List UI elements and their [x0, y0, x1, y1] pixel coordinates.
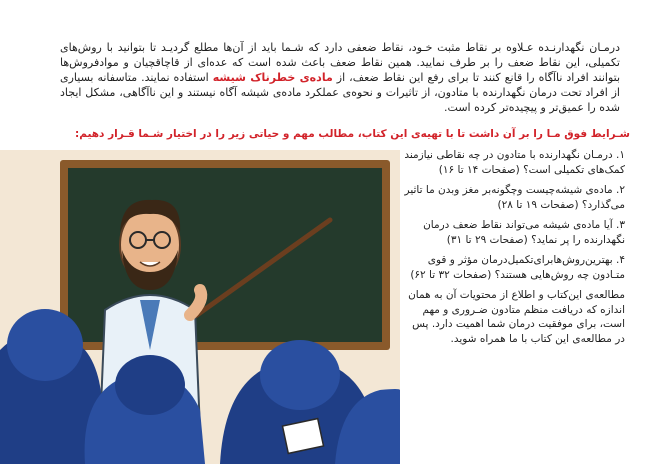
highlight-dangerous-substance: ماده‌ی خطرناک شیشه: [212, 71, 333, 84]
list-item: ۳. آیا ماده‌ی شیشه می‌تواند نقاط ضعف درمان نگهدارنده را پر نماید؟ (صفحات ۲۹ تا ۳۱): [423, 219, 625, 246]
list-item: ۲. ماده‌ی شیشه‌چیست وچگونه‌بر مغز وبدن ما تاثیر می‌گذارد؟ (صفحات ۱۹ تا ۲۸): [404, 184, 625, 211]
list-item: ۴. بهترین‌روش‌هابرای‌تکمیل‌درمان مؤثر و قوی متـادون چه روش‌هایی هستند؟ (صفحات ۳۲ تا ۶۲): [410, 254, 625, 281]
list-item: ۱. درمـان نگهدارنده با متادون در چه نقاطی نیازمند کمک‌های تکمیلی است؟ (صفحات ۱۴ تا ۱۶): [404, 149, 625, 176]
section-heading: شـرایط فوق مـا را بر آن داشت تا با تهیه‌ی این کتاب، مطالب مهم و حیاتی زیر را در اختیار شـما قـرار دهیم:: [75, 128, 630, 140]
classroom-illustration: [0, 150, 400, 464]
intro-text-1: درمـان نگهدارنـده عـلاوه بر نقاط مثبت خـود، نقاط ضعفی دارد که شـما باید از آن‌ها مطلع گردیـد تا بتوانید با روش‌های تکمیلی، این نقاط ضعف را بر طرف نمایید. همین نقاط ضعف باعث شده است که عده‌ای از قاچاقچیان و موادفروش‌ها بتوانند افراد ناآگاه را قانع کنند تا برای رفع این نقاط ضعف، از: [60, 41, 621, 84]
intro-paragraph: [60, 40, 620, 115]
questions-list: [400, 148, 625, 346]
closing-paragraph: مطالعه‌ی این‌کتاب و اطلاع از محتویات آن به همان اندازه که دریافت منظم متادون ضـروری و مهم است، برای موفقیت درمان شما اهمیت دارد. پس در مطالعه‌ی این کتاب با ما همراه شوید.: [408, 289, 625, 345]
intro-text-2: استفاده نمایند. متاسفانه بسیاری از افراد تحت درمان نگهدارنده با متادون، از تاثیرات و نحوه‌ی عملکرد ماده‌ی شیشه آگاه نیستند و این ناآگاهی، مشکل ایجاد شده را عمیق‌تر و پیچیده‌تر کرده است.: [60, 71, 620, 114]
